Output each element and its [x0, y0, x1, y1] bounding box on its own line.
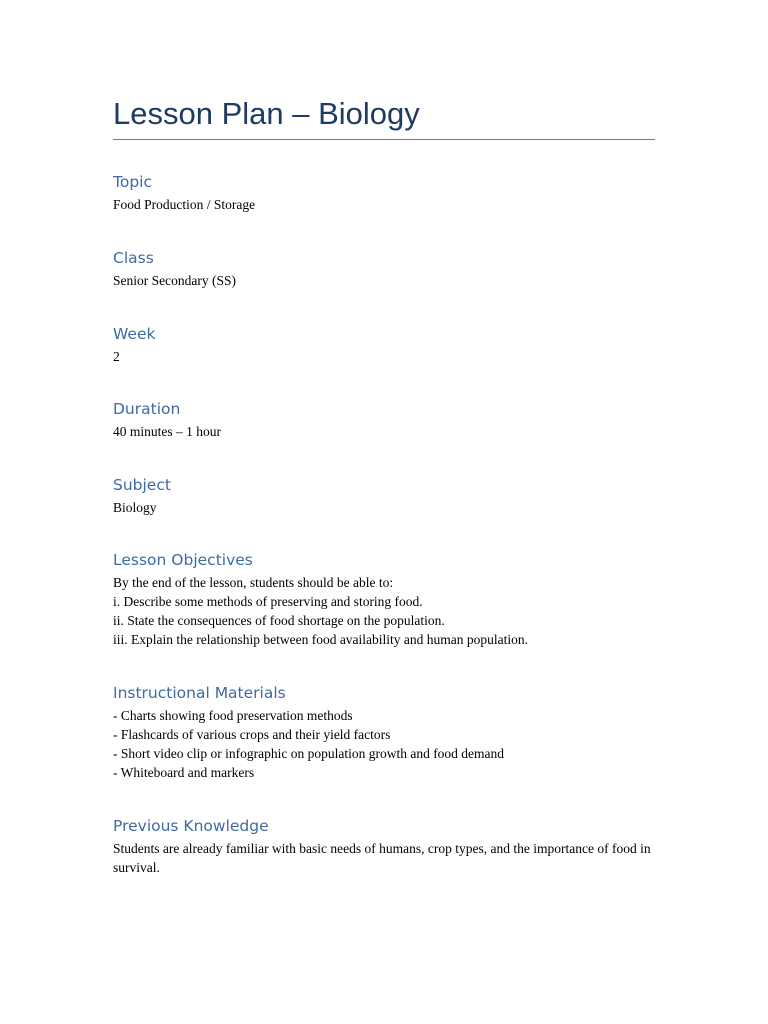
material-item: - Flashcards of various crops and their yield factors — [113, 727, 391, 742]
document-title: Lesson Plan – Biology — [113, 96, 420, 131]
section-duration — [113, 399, 655, 441]
section-previous-knowledge — [113, 816, 655, 877]
section-heading: Previous Knowledge — [113, 817, 269, 835]
section-subject — [113, 475, 655, 517]
section-class — [113, 248, 655, 290]
section-heading: Duration — [113, 400, 181, 418]
section-text: Biology — [113, 500, 157, 515]
section-text: Senior Secondary (SS) — [113, 273, 236, 288]
title-underline — [113, 139, 655, 140]
section-heading: Lesson Objectives — [113, 551, 253, 569]
material-item: - Whiteboard and markers — [113, 765, 255, 780]
section-heading: Instructional Materials — [113, 684, 286, 702]
section-topic — [113, 172, 655, 214]
section-week — [113, 324, 655, 366]
section-text: 2 — [113, 349, 120, 364]
section-heading: Subject — [113, 476, 171, 494]
section-heading: Class — [113, 249, 154, 267]
section-heading: Topic — [113, 173, 152, 191]
material-item: - Short video clip or infographic on population growth and food demand — [113, 746, 505, 761]
material-item: - Charts showing food preservation methods — [113, 708, 353, 723]
section-paragraph: Students are already familiar with basic needs of humans, crop types, and the importance of food in survival. — [113, 841, 651, 875]
objective-item: ii. State the consequences of food shortage on the population. — [113, 613, 445, 628]
section-text: Food Production / Storage — [113, 197, 256, 212]
section-heading: Week — [113, 325, 156, 343]
section-lesson-objectives — [113, 550, 655, 649]
objective-item: iii. Explain the relationship between food availability and human population. — [113, 632, 529, 647]
section-text: 40 minutes – 1 hour — [113, 424, 221, 439]
objective-item: i. Describe some methods of preserving and storing food. — [113, 594, 423, 609]
section-instructional-materials — [113, 683, 655, 782]
objective-intro: By the end of the lesson, students should be able to: — [113, 575, 394, 590]
